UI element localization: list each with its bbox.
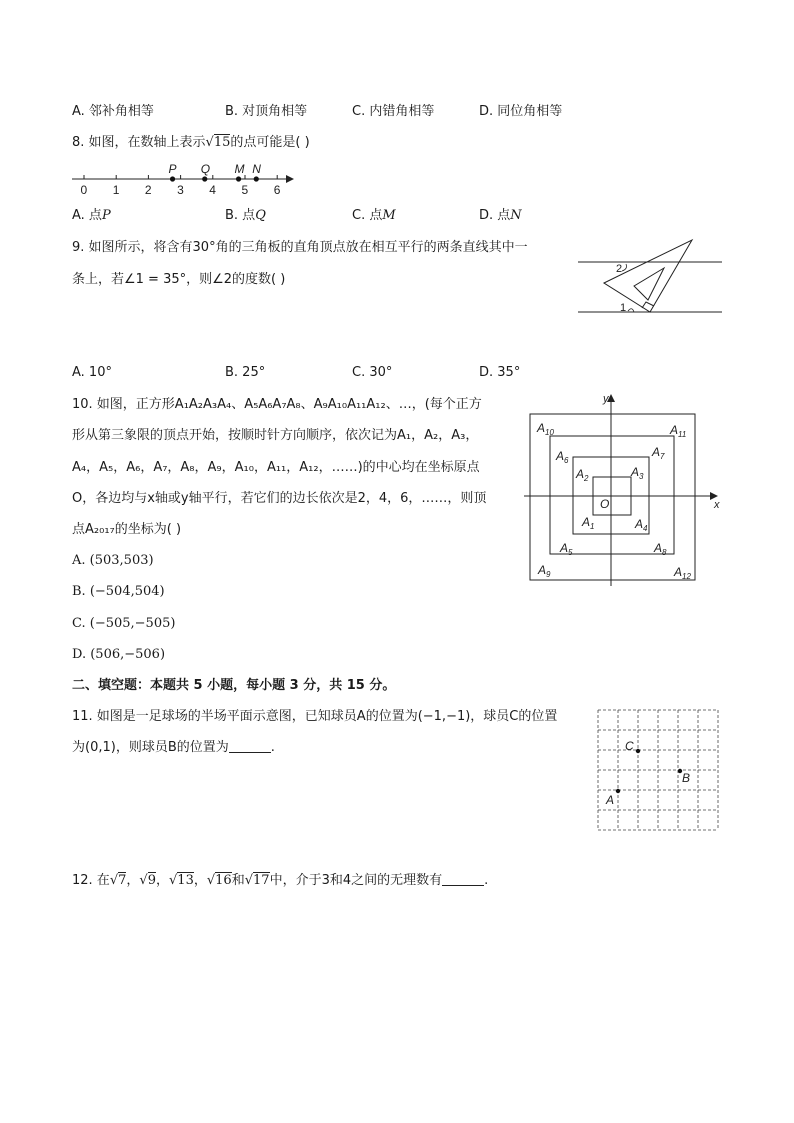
q11-field-grid bbox=[596, 708, 722, 834]
tick-label-3: 3 bbox=[177, 183, 184, 197]
q10-option-a: A. (503,503) bbox=[72, 553, 154, 568]
player-c-dot bbox=[636, 749, 640, 753]
vertex-label-A6: $A_6$ bbox=[556, 449, 569, 465]
q9-option-d: D. 35° bbox=[479, 365, 521, 380]
vertex-label-A11: $A_{11}$ bbox=[670, 423, 687, 439]
q7-option-b: B. 对顶角相等 bbox=[225, 104, 308, 119]
q10-figure bbox=[518, 390, 724, 590]
tick-label-6: 6 bbox=[273, 183, 281, 197]
q9-line1: 9. 如图所示，将含有30°角的三角板的直角顶点放在相互平行的两条直线其中一 bbox=[72, 240, 528, 255]
point-label-P: P bbox=[168, 162, 177, 176]
sqrt-9: √9 bbox=[139, 873, 156, 888]
q10-line5: 点A₂₀₁₇的坐标为( ) bbox=[72, 522, 182, 537]
vertex-label-A10: $A_{10}$ bbox=[537, 421, 554, 437]
point-Q bbox=[202, 176, 207, 181]
player-a-label: A bbox=[606, 793, 615, 807]
vertex-label-A4: $A_4$ bbox=[635, 517, 648, 533]
origin-label: O bbox=[600, 497, 610, 511]
sqrt-17: √17 bbox=[244, 873, 270, 888]
q12-answer-blank[interactable] bbox=[442, 885, 484, 886]
q8-stem bbox=[72, 136, 310, 149]
q10-line1: 10. 如图，正方形A₁A₂A₃A₄、A₅A₆A₇A₈、A₉A₁₀A₁₁A₁₂、…，(每个正方 bbox=[72, 397, 482, 412]
tick-label-1: 1 bbox=[112, 183, 120, 197]
q10-line3: A₄，A₅，A₆，A₇，A₈，A₉，A₁₀，A₁₁，A₁₂，……)的中心均在坐标原点 bbox=[72, 460, 480, 475]
q10-option-b: B. (−504,504) bbox=[72, 584, 165, 599]
tick-label-0: 0 bbox=[80, 183, 88, 197]
sqrt-13: √13 bbox=[169, 873, 194, 888]
q10-line2: 形从第三象限的顶点开始，按顺时针方向顺序，依次记为A₁，A₂，A₃， bbox=[72, 428, 479, 443]
player-c-label: C bbox=[625, 739, 634, 753]
q7-option-d: D. 同位角相等 bbox=[479, 104, 563, 119]
q8-option-c: C. 点M bbox=[352, 208, 396, 223]
sqrt-15: √15 bbox=[205, 135, 231, 150]
point-N bbox=[254, 176, 259, 181]
tick-label-2: 2 bbox=[144, 183, 152, 197]
q11-line1: 11. 如图是一足球场的半场平面示意图，已知球员A的位置为(−1,−1)，球员C的位置 bbox=[72, 709, 558, 724]
point-P bbox=[170, 176, 175, 181]
vertex-label-A3: $A_3$ bbox=[631, 465, 644, 481]
vertex-label-A7: $A_7$ bbox=[652, 445, 665, 461]
q12-stem: 12. 在√7，√9，√13，√16和√17中，介于3和4之间的无理数有 . bbox=[72, 873, 489, 888]
square-4 bbox=[530, 414, 695, 580]
q7-option-c: C. 内错角相等 bbox=[352, 104, 435, 119]
q9-option-c: C. 30° bbox=[352, 365, 393, 380]
point-M bbox=[236, 176, 241, 181]
q10-option-c: C. (−505,−505) bbox=[72, 616, 176, 631]
q9-line2: 条上，若∠1 = 35°，则∠2的度数( ) bbox=[72, 272, 286, 287]
point-label-M: M bbox=[234, 162, 245, 176]
q8-suffix: 的点可能是( ) bbox=[230, 135, 310, 150]
vertex-label-A8: $A_8$ bbox=[654, 541, 667, 557]
sqrt-16: √16 bbox=[206, 873, 232, 888]
angle-1-label: 1 bbox=[620, 302, 627, 314]
sqrt-7: √7 bbox=[109, 873, 127, 888]
q8-number-line bbox=[68, 156, 298, 198]
q11-line2: 为(0,1)，则球员B的位置为 . bbox=[72, 740, 275, 755]
player-b-label: B bbox=[682, 771, 691, 785]
point-label-N: N bbox=[252, 162, 261, 176]
q10-line4: O，各边均与x轴或y轴平行，若它们的边长依次是2，4，6，……，则顶 bbox=[72, 491, 487, 506]
right-angle-mark bbox=[642, 302, 654, 308]
section-2-title: 二、填空题：本题共 5 小题，每小题 3 分，共 15 分。 bbox=[72, 678, 396, 693]
point-label-Q: Q bbox=[200, 162, 211, 176]
vertex-label-A9: $A_9$ bbox=[538, 563, 551, 579]
vertex-label-A5: $A_5$ bbox=[560, 541, 573, 557]
q9-figure bbox=[576, 238, 726, 318]
q11-answer-blank[interactable] bbox=[229, 752, 271, 753]
q8-prefix: 8. 如图，在数轴上表示 bbox=[72, 135, 206, 150]
angle-2-label: 2 bbox=[616, 263, 623, 275]
q7-option-a: A. 邻补角相等 bbox=[72, 104, 154, 119]
x-axis-label: x bbox=[714, 499, 720, 511]
q8-option-b: B. 点Q bbox=[225, 208, 266, 223]
y-axis-label: y bbox=[603, 393, 609, 405]
vertex-label-A1: $A_1$ bbox=[582, 515, 595, 531]
player-a-dot bbox=[616, 789, 620, 793]
q8-option-a: A. 点P bbox=[72, 208, 111, 223]
set-square-outer bbox=[604, 240, 692, 312]
tick-label-5: 5 bbox=[241, 183, 249, 197]
q8-option-d: D. 点N bbox=[479, 208, 522, 223]
vertex-label-A12: $A_{12}$ bbox=[674, 565, 691, 581]
tick-label-4: 4 bbox=[209, 183, 216, 197]
vertex-label-A2: $A_2$ bbox=[576, 467, 589, 483]
q10-option-d: D. (506,−506) bbox=[72, 647, 166, 662]
q9-option-b: B. 25° bbox=[225, 365, 266, 380]
q9-option-a: A. 10° bbox=[72, 365, 112, 380]
